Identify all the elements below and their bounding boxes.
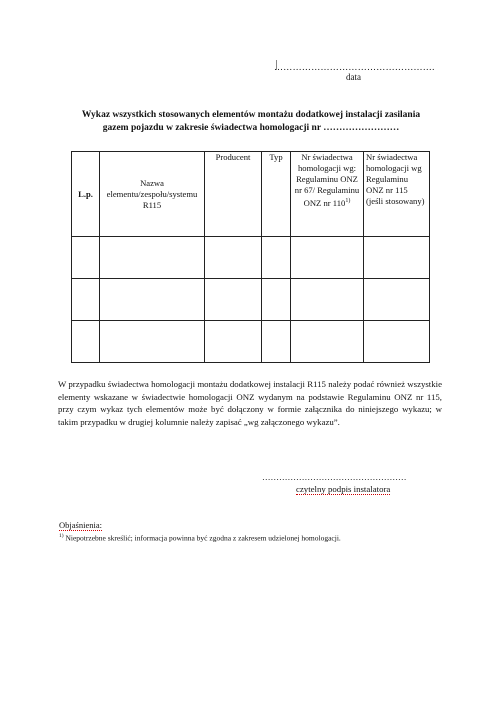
table-cell[interactable] <box>262 237 291 279</box>
header-regulation-67-110 <box>291 152 364 237</box>
header-producer: Producent <box>205 152 262 237</box>
notes-heading <box>59 520 102 530</box>
footnote <box>59 533 341 543</box>
table-cell[interactable] <box>291 321 364 363</box>
table-row <box>72 321 430 363</box>
table-cell[interactable] <box>205 237 262 279</box>
header-lp: L.p. <box>72 152 100 237</box>
header-name: Nazwa elementu/zespołu/systemu R115 <box>100 152 205 237</box>
table-cell[interactable] <box>100 237 205 279</box>
table-cell[interactable] <box>100 279 205 321</box>
table-row <box>72 279 430 321</box>
table-cell[interactable] <box>72 279 100 321</box>
signature-label <box>296 484 390 494</box>
instruction-paragraph: W przypadku świadectwa homologacji montażu dodatkowej instalacji R115 należy podać również wszystkie elementy wskazane w świadectwie homologacji ONZ wydanym na podstawie Regulaminu ONZ nr 115, przy czym wykaz tych elementów może być dołączony w formie załącznika do niniejszego wykazu; w takim przypadku w drugiej kolumnie należy zapisać „wg załączonego wykazu”. <box>58 379 442 427</box>
table-cell[interactable] <box>364 279 430 321</box>
date-label: data <box>346 72 361 82</box>
footnote-ref: 1) <box>345 198 351 204</box>
date-field[interactable]: ……………………………………………. <box>274 62 435 72</box>
table-cell[interactable] <box>291 279 364 321</box>
table-cell[interactable] <box>205 279 262 321</box>
table-cell[interactable] <box>100 321 205 363</box>
table-cell[interactable] <box>205 321 262 363</box>
header-regulation-115: Nr świadectwa homologacji wg Regulaminu ONZ nr 115 (jeśli stosowany) <box>364 152 430 237</box>
signature-field[interactable]: …………………………………………… <box>262 472 407 482</box>
table-cell[interactable] <box>72 321 100 363</box>
header-regulation-67-110-text: Nr świadectwa homologacji wg: Regulaminu ONZ nr 67/ Regulaminu ONZ nr 110 <box>294 152 360 208</box>
footnote-mark: 1) <box>59 533 64 539</box>
title-line-1: Wykaz wszystkich stosowanych elementów montażu dodatkowej instalacji zasilania <box>81 110 421 120</box>
table-cell[interactable] <box>262 321 291 363</box>
table-row <box>72 237 430 279</box>
footnote-text: Niepotrzebne skreślić; informacja powinna być zgodna z zakresem udzielonej homologacji. <box>63 533 341 543</box>
table-cell[interactable] <box>291 237 364 279</box>
components-table <box>71 151 430 363</box>
table-header-row <box>72 152 430 237</box>
table-cell[interactable] <box>72 237 100 279</box>
signature-label-text: czytelny podpis instalatora <box>296 484 391 494</box>
document-title <box>62 109 440 135</box>
table-cell[interactable] <box>364 321 430 363</box>
header-type: Typ <box>262 152 291 237</box>
table-cell[interactable] <box>364 237 430 279</box>
table-cell[interactable] <box>262 279 291 321</box>
title-line-2: gazem pojazdu w zakresie świadectwa homologacji nr …………………… <box>102 123 400 133</box>
notes-heading-text: Objaśnienia: <box>59 520 102 530</box>
